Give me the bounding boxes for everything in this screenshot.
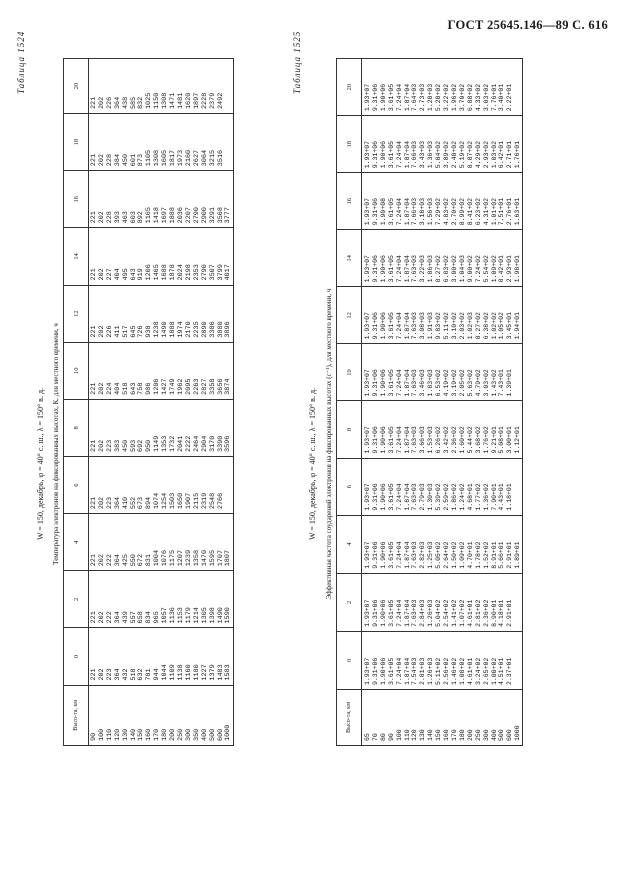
altitude-header: Высо-та, км <box>64 685 89 745</box>
data-column: 221 202 223 364 410 552 673 894 1074 1254 1503 1650 1907 2115 2319 2548 2766 <box>89 456 234 513</box>
col-header: 2 <box>64 571 89 628</box>
table-1524-header-row <box>64 59 89 746</box>
col-header: 0 <box>337 631 362 689</box>
col-header: 2 <box>337 573 362 631</box>
data-column: 221 202 228 393 463 603 892 1165 1418 1697 1888 2036 2207 2790 2900 3291 3568 3777 <box>89 171 234 228</box>
col-header: 20 <box>64 59 89 114</box>
data-column: 1.93+07 9.31+06 1.90+06 3.61+05 7.24+04 1.87+04 7.63+03 3.66+03 1.53+03 6.26+02 3.42+02 2.36+02 1.60+02 5.44+02 3.68+02 1.76+02 9.21+01 5.08+01 3.00+01 1.12+01 <box>362 401 523 458</box>
page-header: ГОСТ 25645.146—89 С. 616 <box>447 18 608 32</box>
col-header: 4 <box>337 515 362 573</box>
col-header: 0 <box>64 628 89 685</box>
table-1524-body <box>89 59 234 746</box>
col-header: 8 <box>64 399 89 456</box>
col-header: 10 <box>337 344 362 401</box>
col-header: 4 <box>64 514 89 571</box>
data-column: 1.93+07 9.31+06 1.90+06 3.61+05 7.24+04 1.87+04 7.63+03 3.08+03 1.91+03 9.83+02 5.11+02 3.10+02 2.03+02 1.02+03 8.27+02 6.38+02 1.02+02 1.05+02 3.45+01 1.94+01 <box>362 287 523 344</box>
col-header: 14 <box>64 228 89 285</box>
data-column: 1.93+07 9.31+06 1.90+06 3.61+05 7.24+04 1.87+04 7.63+03 3.46+03 1.83+03 6.53+02 4.19+02 3.19+02 2.05+02 5.63+02 4.79+02 3.03+02 1.43+02 7.43+01 1.39+01 <box>362 344 523 401</box>
data-column: 1.93+07 9.31+06 1.90+06 3.61+05 7.24+04 1.87+04 7.54+03 2.81+03 1.26+03 5.11+02 2.56+02 1.46+02 1.08+02 4.61+01 3.24+02 2.65+02 1.00+02 4.51+01 2.37+01 <box>362 631 523 689</box>
col-header: 14 <box>337 230 362 287</box>
col-header: 6 <box>337 458 362 515</box>
data-column: 221 202 228 384 450 601 873 1105 1308 1605 1817 1973 2160 2627 3064 3215 3516 <box>89 114 234 171</box>
table-1524-number: Таблица 1524 <box>16 30 26 94</box>
data-column: 221 202 223 364 432 518 632 781 944 1044 1109 1138 1160 1180 1227 1379 1483 1583 <box>89 628 234 685</box>
table-1524 <box>63 58 234 746</box>
table-1524-subcaption: Температура электронов на фиксированных высотах, К, для местного времени, ч <box>52 323 60 565</box>
data-column: 221 202 226 364 438 585 832 1025 1150 1308 1471 1481 1620 1897 2228 2379 2492 <box>89 59 234 114</box>
col-header: 18 <box>64 114 89 171</box>
data-column: 221 202 223 383 450 593 692 950 1149 1353 1732 2041 2222 2464 2904 3170 3390 3596 <box>89 399 234 456</box>
data-column: 221 202 227 404 495 643 919 1206 1465 1688 1878 2024 2198 2353 2790 3507 3799 4017 <box>89 228 234 285</box>
data-column: 221 202 226 411 517 645 726 938 1238 1490 1888 1974 2170 2235 2890 3386 3880 3896 <box>89 285 234 342</box>
table-1525-header-row <box>337 59 362 746</box>
col-header: 16 <box>337 173 362 230</box>
altitude-column: 90 100 110 120 130 140 150 160 170 180 200 250 300 350 400 500 600 1000 <box>89 685 234 745</box>
table-1525-body <box>362 59 523 746</box>
col-header: 10 <box>64 342 89 399</box>
table-1525-subcaption: Эффективная частота соударений электронов на фиксированных высотах (с⁻¹), для местного времени, ч <box>325 288 333 600</box>
col-header: 18 <box>337 116 362 173</box>
data-column: 1.93+07 9.31+06 1.90+06 3.61+05 7.24+04 1.87+04 7.66+03 3.43+03 1.36+03 5.84+02 3.89+02 2.40+02 5.19+02 8.87+02 4.29+02 2.93+02 1.03+02 6.42+01 2.71+01 1.76+01 <box>362 116 523 173</box>
data-column: 1.93+07 9.31+06 1.90+06 3.61+05 7.24+04 1.87+04 7.63+03 2.79+03 1.30+03 5.39+02 2.59+02 1.86+02 1.24+02 4.68+01 1.77+02 1.36+02 7.90+01 4.43+01 1.18+01 <box>362 458 523 515</box>
col-header: 8 <box>337 401 362 458</box>
data-column: 1.93+07 9.31+06 1.90+06 3.61+05 7.24+04 1.87+04 7.64+03 2.73+03 1.28+03 5.28+02 3.22+02 1.96+02 3.70+02 6.88+02 4.33+02 3.03+02 7.76+01 3.40+01 2.22+01 <box>362 59 523 116</box>
table-1525 <box>336 58 523 746</box>
col-header: 12 <box>64 285 89 342</box>
data-column: 1.93+07 9.31+06 1.90+06 3.61+05 7.24+04 1.87+04 7.63+03 2.84+03 1.26+03 5.04+02 2.54+02 1.41+02 1.07+02 4.61+01 2.81+02 2.36+02 8.90+01 4.18+01 2.91+01 <box>362 573 523 631</box>
altitude-column: 65 70 80 90 100 110 120 130 140 150 160 170 180 200 250 300 400 500 600 1000 <box>362 690 523 746</box>
table-1525-caption: W = 150, декабрь, φ = 40° с. ш., λ = 150° в. д. <box>308 387 317 541</box>
data-column: 1.93+07 9.31+06 1.90+06 3.61+05 7.24+04 1.87+04 7.63+03 3.22+03 1.86+03 8.27+02 6.83+02 3.00+02 1.04+03 9.00+02 7.24+02 5.54+02 1.09+02 8.42+01 2.93+01 1.98+01 <box>362 230 523 287</box>
col-header: 6 <box>64 456 89 513</box>
col-header: 16 <box>64 171 89 228</box>
col-header: 20 <box>337 59 362 116</box>
table-1525-number: Таблица 1525 <box>292 30 302 94</box>
data-column: 1.93+07 9.31+06 1.90+06 3.61+05 7.24+04 1.87+04 7.63+03 2.82+03 1.25+03 5.05+02 2.64+02 1.50+02 1.09+02 4.70+01 1.78+02 1.52+02 8.91+01 5.66+01 2.91+01 1.89+01 <box>362 515 523 573</box>
data-column: 1.93+07 9.31+06 1.90+08 3.61+05 7.24+04 1.87+04 7.66+03 3.18+03 1.56+03 7.29+02 4.83+02 2.70+02 8.99+02 8.41+02 6.23+02 4.31+02 1.01+02 7.51+01 2.76+01 1.63+01 <box>362 173 523 230</box>
data-column: 221 202 222 364 425 550 672 831 1004 1076 1175 1207 1239 1358 1470 1595 1707 1807 <box>89 514 234 571</box>
data-column: 221 202 224 404 518 643 758 986 1206 1427 1749 1962 2095 2263 2827 3358 3656 3874 <box>89 342 234 399</box>
data-column: 221 202 222 364 439 557 658 834 965 1057 1136 1153 1179 1214 1305 1398 1490 1590 <box>89 571 234 628</box>
altitude-header: Высо-та, км <box>337 690 362 746</box>
col-header: 12 <box>337 287 362 344</box>
table-1524-caption: W = 150, декабрь, φ = 40° с. ш., λ = 150° в. д. <box>36 387 45 541</box>
